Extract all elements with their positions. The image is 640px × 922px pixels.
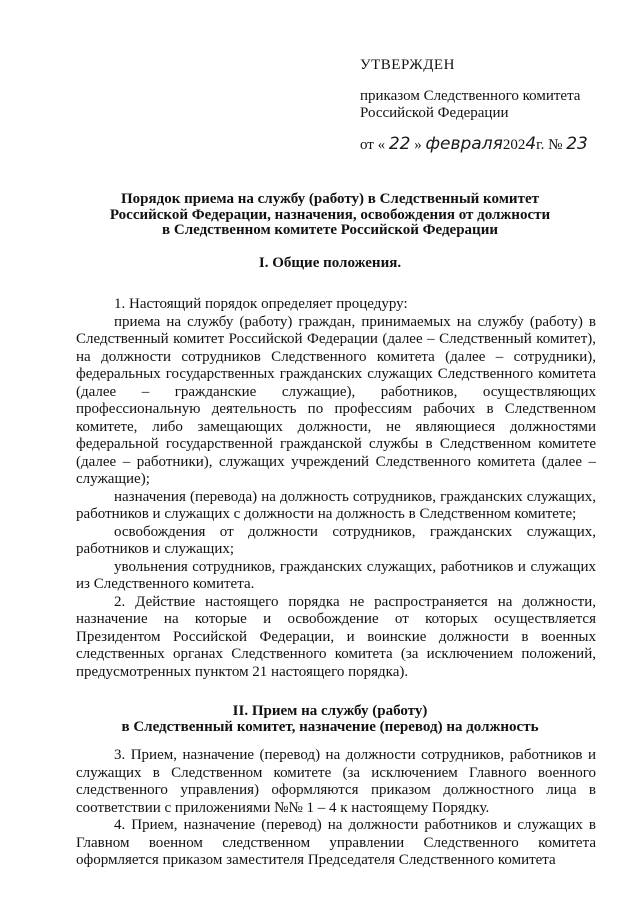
section-heading-line: II. Прием на службу (работу) — [232, 703, 428, 719]
date-mid: » — [414, 137, 422, 153]
document-title — [60, 192, 600, 239]
date-number-handwritten: 23 — [566, 134, 588, 154]
date-prefix: от « — [360, 137, 386, 153]
section-2-body — [76, 747, 596, 870]
title-line: Российской Федерации, назначения, освобождения от должности — [109, 206, 551, 223]
section-1-heading — [60, 255, 600, 271]
approval-title: УТВЕРЖДЕН — [360, 57, 455, 73]
date-year-handwritten: 4 — [525, 134, 537, 154]
date-day-handwritten: 22 — [388, 134, 411, 154]
paragraph: увольнения сотрудников, гражданских служащих, работников и служащих из Следственного комитета. — [76, 558, 596, 592]
section-heading-text: I. Общие положения. — [258, 255, 402, 271]
approval-block — [360, 57, 630, 169]
paragraph: 2. Действие настоящего порядка не распространяется на должности, назначение на которые и освобождение от которых осуществляется Президентом Российской Федерации, и воинские должности в военных следственных органах Следственного комитета (за исключением положений, предусмотренных пунктом 21 настоящего порядка). — [76, 593, 596, 680]
date-month-handwritten: февраля — [425, 134, 503, 154]
date-number-label: г. № — [536, 137, 563, 153]
approval-line-2: Российской Федерации — [360, 105, 509, 121]
section-1-body — [76, 296, 596, 681]
paragraph: 4. Прием, назначение (перевод) на должности работников и служащих в Главном военном следственном управлении Следственного комитета оформляется приказом заместителя Председателя Следственного комитета — [76, 817, 596, 868]
title-line: Порядок приема на службу (работу) в Следственный комитет — [121, 191, 539, 207]
paragraph: освобождения от должности сотрудников, гражданских служащих, работников и служащих; — [76, 523, 596, 557]
paragraph: приема на службу (работу) граждан, принимаемых на службу (работу) в Следственный комитет Российской Федерации (далее – Следственный комитет), на должности сотрудников Следственного комитета (далее – сотрудники), федеральных государственных гражданских служащих Следственного комитета (далее – гражданские служащие), работников, осуществляющих профессиональную деятельность по профессиям рабочих в Следственном комитете, либо замещающих должности, не являющиеся должностями федеральной государственной гражданской службы в Следственном комитете (далее – работники), служащих учреждений Следственного комитета (далее – служащие); — [76, 313, 596, 487]
approval-date — [360, 136, 630, 154]
section-heading-line: в Следственный комитет, назначение (перевод) на должность — [121, 719, 539, 735]
title-line: в Следственном комитете Российской Федерации — [162, 222, 498, 238]
section-2-heading — [60, 703, 600, 735]
paragraph: назначения (перевода) на должность сотрудников, гражданских служащих, работников и служащих с должности на должность в Следственном комитете; — [76, 488, 596, 522]
approval-line-1: приказом Следственного комитета — [360, 88, 581, 104]
date-year-prefix: 202 — [502, 137, 526, 153]
paragraph: 3. Прием, назначение (перевод) на должности сотрудников, работников и служащих в Следственном комитете (за исключением Главного военного следственного управления) оформляются приказом должностного лица в соответствии с приложениями №№ 1 – 4 к настоящему Порядку. — [76, 747, 596, 816]
paragraph: 1. Настоящий порядок определяет процедуру: — [114, 296, 408, 312]
